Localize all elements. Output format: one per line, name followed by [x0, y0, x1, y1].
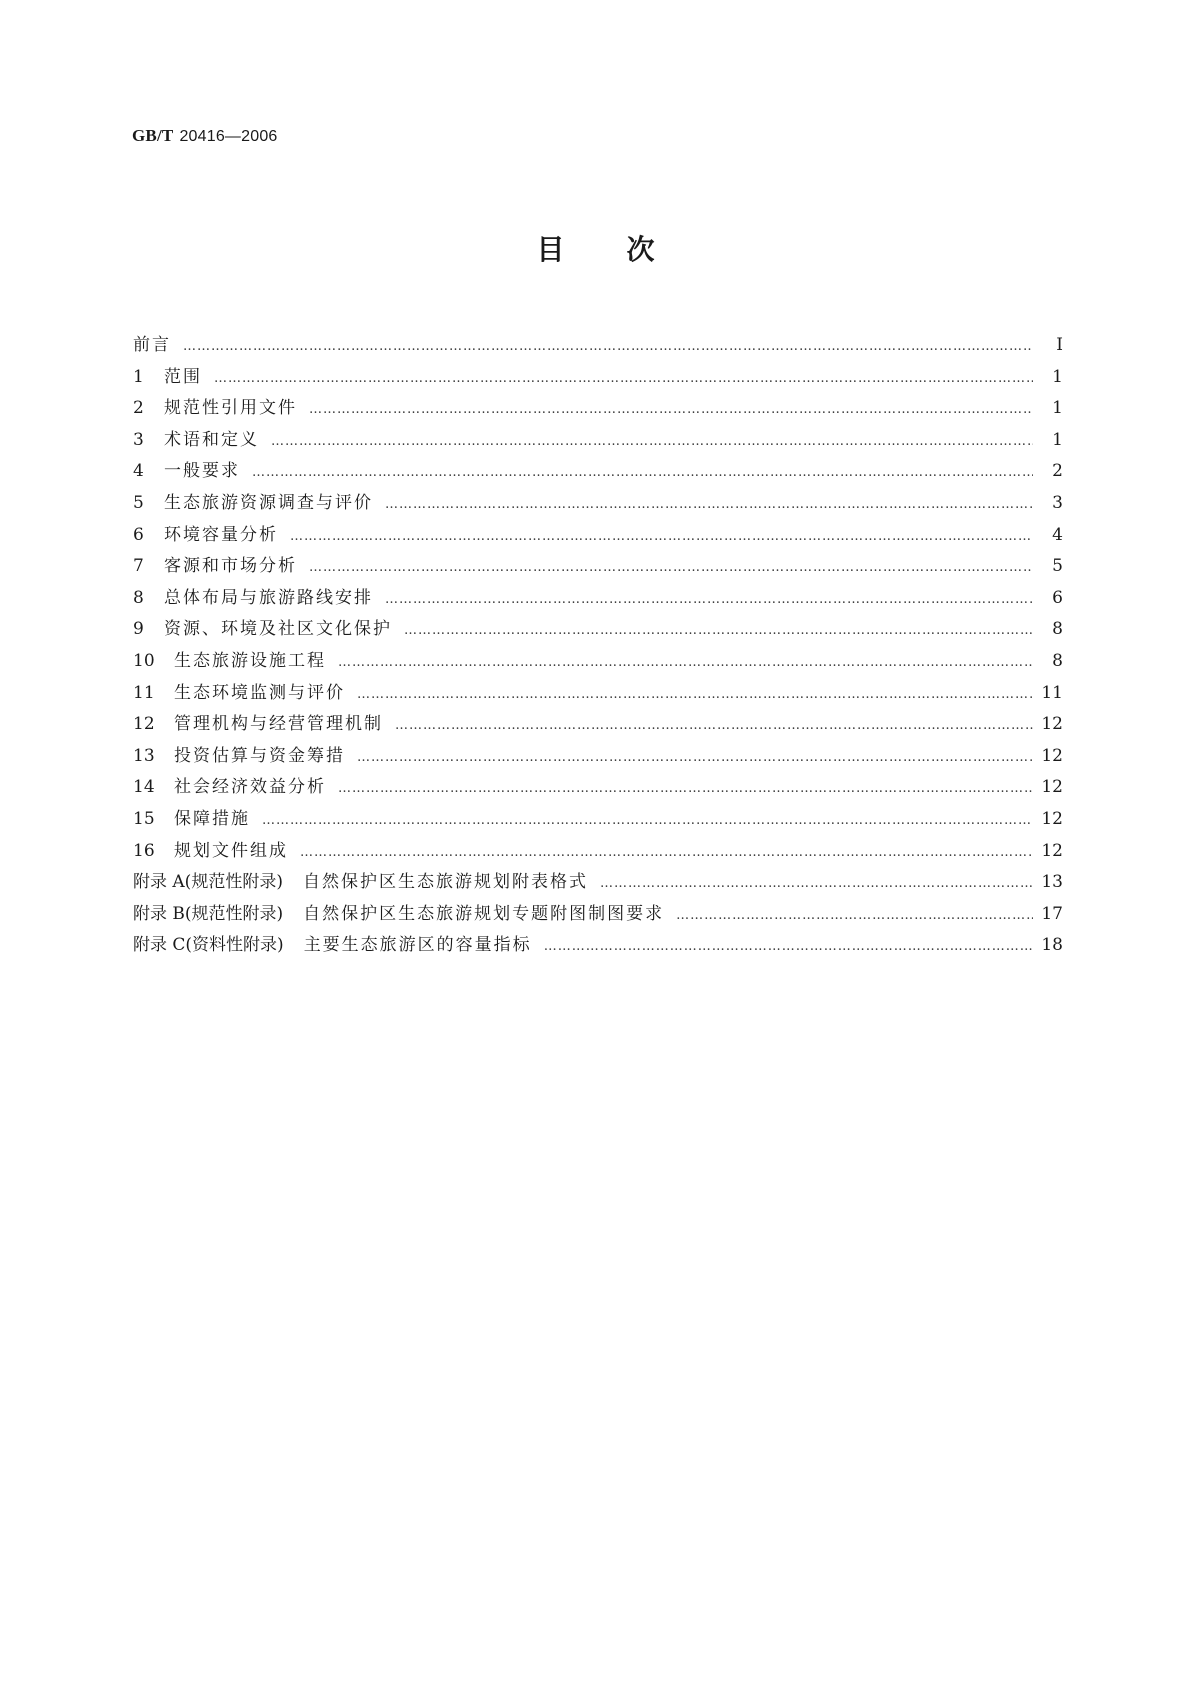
toc-dot-leader: [290, 521, 1033, 553]
toc-entry-appendix-c[interactable]: [133, 930, 1063, 962]
toc-dot-leader: [338, 647, 1033, 679]
toc-entry-page: 11: [1041, 682, 1063, 703]
toc-entry[interactable]: [133, 393, 1063, 425]
toc-entry-page: 12: [1041, 808, 1063, 829]
toc-dot-leader: [300, 837, 1033, 869]
toc-appendix-label: 附录 A(规范性附录): [133, 872, 283, 893]
toc-entry-title: 环境容量分析: [164, 524, 278, 545]
toc-appendix-label: 附录 C(资料性附录): [133, 935, 284, 956]
toc-entry-title: 规划文件组成: [174, 840, 288, 861]
toc-entry-title: 主要生态旅游区的容量指标: [303, 935, 532, 956]
standard-prefix: GB/T: [132, 126, 174, 145]
toc-entry[interactable]: [133, 646, 1063, 678]
toc-entry-page: 8: [1052, 650, 1063, 671]
toc-entry-number: 14: [133, 777, 155, 798]
toc-entry-number: 9: [133, 619, 144, 640]
toc-entry-page: 6: [1052, 587, 1063, 608]
toc-entry[interactable]: [133, 614, 1063, 646]
toc-entry-title: 保障措施: [174, 808, 250, 829]
toc-entry-title: 范围: [164, 366, 202, 387]
toc-entry-number: 13: [133, 745, 155, 766]
toc-dot-leader: [404, 615, 1033, 647]
toc-entry-title: 管理机构与经营管理机制: [174, 714, 383, 735]
toc-entry-number: 7: [133, 556, 144, 577]
toc-dot-leader: [262, 805, 1033, 837]
toc-dot-leader: [309, 394, 1033, 426]
toc-entry-title: 生态旅游设施工程: [174, 650, 326, 671]
toc-entry-page: 8: [1052, 619, 1063, 640]
toc-entry-page: 1: [1052, 429, 1063, 450]
standard-number: 20416—2006: [179, 128, 278, 145]
toc-entry-page: 13: [1041, 872, 1063, 893]
toc-entry-appendix-b[interactable]: [133, 899, 1063, 931]
toc-entry-title: 自然保护区生态旅游规划专题附图制图要求: [303, 903, 665, 924]
toc-entry[interactable]: [133, 709, 1063, 741]
toc-entry[interactable]: [133, 804, 1063, 836]
toc-dot-leader: [357, 679, 1033, 711]
document-header: [132, 126, 278, 146]
toc-dot-leader: [385, 489, 1033, 521]
toc-entry-title: 生态旅游资源调查与评价: [164, 492, 373, 513]
toc-entry[interactable]: [133, 551, 1063, 583]
toc-dot-leader: [252, 457, 1033, 489]
toc-dot-leader: [676, 900, 1033, 932]
toc-entry-title: 自然保护区生态旅游规划附表格式: [302, 872, 588, 893]
toc-entry[interactable]: [133, 678, 1063, 710]
toc-entry-title: 总体布局与旅游路线安排: [164, 587, 373, 608]
toc-entry-number: 11: [133, 682, 155, 703]
toc-entry-page: I: [1056, 335, 1063, 355]
toc-entry-title: 资源、环境及社区文化保护: [164, 619, 392, 640]
toc-entry-page: 5: [1052, 556, 1063, 577]
toc-entry-number: 6: [133, 524, 144, 545]
toc-dot-leader: [309, 552, 1033, 584]
toc-entry-page: 1: [1052, 366, 1063, 387]
toc-dot-leader: [385, 584, 1033, 616]
toc-entry[interactable]: [133, 741, 1063, 773]
toc-entry-page: 12: [1041, 840, 1063, 861]
toc-entry-number: 12: [133, 714, 155, 735]
toc-entry-appendix-a[interactable]: [133, 867, 1063, 899]
toc-entry-title: 社会经济效益分析: [174, 777, 326, 798]
toc-entry-page: 12: [1041, 777, 1063, 798]
toc-entry-number: 3: [133, 429, 144, 450]
toc-entry-number: 4: [133, 461, 144, 482]
toc-entry-title: 前言: [133, 335, 171, 355]
toc-entry-page: 17: [1041, 903, 1063, 924]
page-title: 目次: [536, 233, 717, 266]
toc-entry[interactable]: [133, 488, 1063, 520]
toc-entry-number: 1: [133, 366, 144, 387]
toc-entry[interactable]: [133, 520, 1063, 552]
toc-dot-leader: [395, 710, 1033, 742]
toc-entry-page: 3: [1052, 492, 1063, 513]
toc-dot-leader: [357, 742, 1033, 774]
toc-entry-title: 规范性引用文件: [164, 398, 297, 419]
toc-entry-number: 2: [133, 398, 144, 419]
toc-entry-page: 2: [1052, 461, 1063, 482]
toc-entry-page: 4: [1052, 524, 1063, 545]
toc-entry[interactable]: [133, 836, 1063, 868]
toc-dot-leader: [183, 331, 1033, 363]
toc-entry[interactable]: [133, 425, 1063, 457]
table-of-contents: [133, 330, 1063, 962]
toc-entry-number: 10: [133, 650, 155, 671]
toc-dot-leader: [600, 868, 1033, 900]
toc-appendix-label: 附录 B(规范性附录): [133, 903, 284, 924]
toc-entry-page: 18: [1041, 935, 1063, 956]
toc-entry[interactable]: [133, 456, 1063, 488]
toc-entry-page: 1: [1052, 398, 1063, 419]
toc-entry-number: 16: [133, 840, 155, 861]
toc-entry-title: 生态环境监测与评价: [174, 682, 345, 703]
toc-entry[interactable]: [133, 772, 1063, 804]
toc-entry-title: 投资估算与资金筹措: [174, 745, 345, 766]
toc-entry-number: 15: [133, 808, 155, 829]
toc-entry-title: 客源和市场分析: [164, 556, 297, 577]
toc-entry-page: 12: [1041, 714, 1063, 735]
toc-dot-leader: [214, 363, 1033, 395]
toc-dot-leader: [271, 426, 1033, 458]
toc-entry[interactable]: [133, 583, 1063, 615]
toc-entry-title: 术语和定义: [164, 429, 259, 450]
toc-entry-title: 一般要求: [164, 461, 240, 482]
toc-dot-leader: [544, 931, 1033, 963]
toc-dot-leader: [338, 773, 1033, 805]
toc-entry[interactable]: [133, 362, 1063, 394]
toc-entry-number: 5: [133, 492, 144, 513]
toc-entry-number: 8: [133, 587, 144, 608]
toc-entry-foreword[interactable]: [133, 330, 1063, 362]
toc-entry-page: 12: [1041, 745, 1063, 766]
